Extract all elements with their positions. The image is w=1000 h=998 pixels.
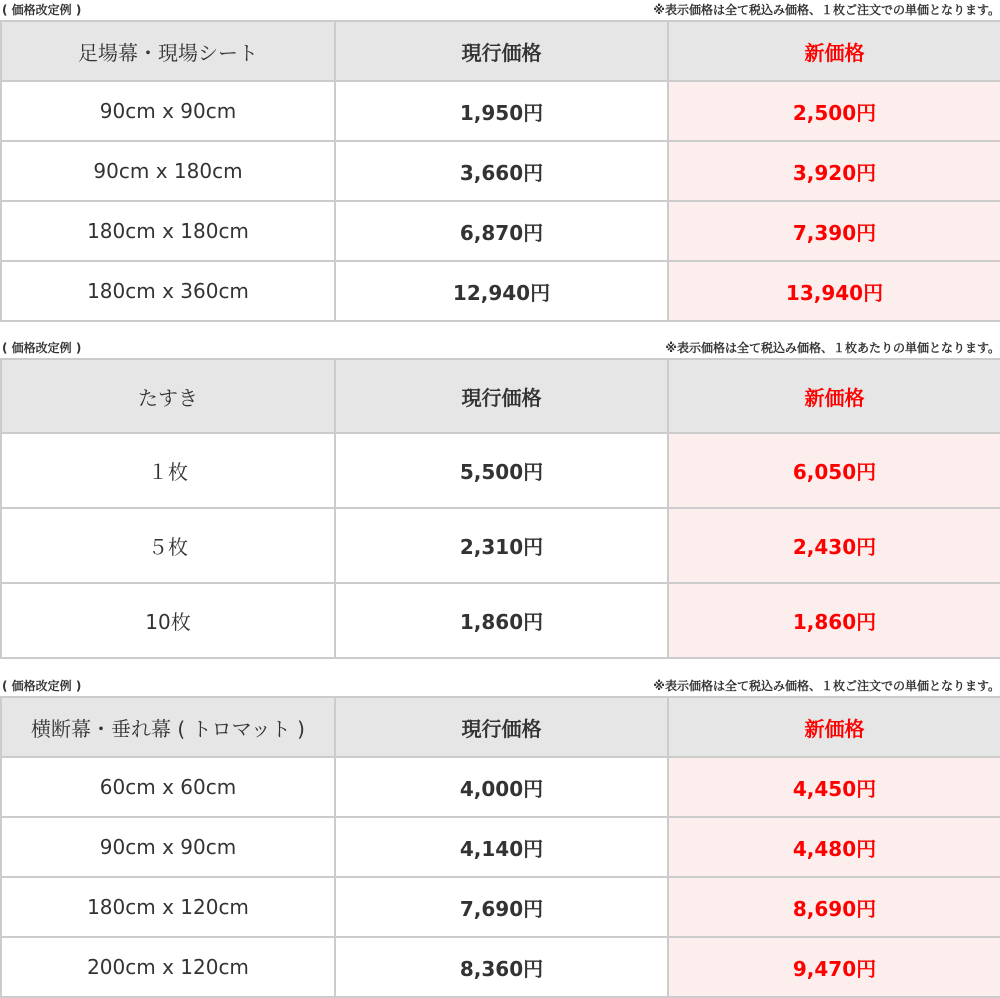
caption-left: ( 価格改定例 ) <box>2 341 82 355</box>
table-row <box>1 877 1000 937</box>
row-current-price: 2,310円 <box>335 508 668 583</box>
table-row <box>1 433 1000 508</box>
price-table <box>0 20 1000 322</box>
header-label: 足場幕・現場シート <box>1 21 335 81</box>
caption-row <box>0 0 1000 20</box>
header-label: たすき <box>1 359 335 433</box>
table-row <box>1 81 1000 141</box>
row-label: 10枚 <box>1 583 335 658</box>
price-table <box>0 358 1000 659</box>
caption-row <box>0 338 1000 358</box>
row-label: ５枚 <box>1 508 335 583</box>
row-current-price: 5,500円 <box>335 433 668 508</box>
table-row <box>1 201 1000 261</box>
row-label: 180cm x 360cm <box>1 261 335 321</box>
caption-right-note: ※表示価格は全て税込み価格、１枚ご注文での単価となります。 <box>653 679 1000 693</box>
row-label: 200cm x 120cm <box>1 937 335 997</box>
row-label: １枚 <box>1 433 335 508</box>
row-label: 60cm x 60cm <box>1 757 335 817</box>
price-section-banner <box>0 676 1000 998</box>
header-current-price: 現行価格 <box>335 21 668 81</box>
row-new-price: 4,480円 <box>668 817 1000 877</box>
row-current-price: 7,690円 <box>335 877 668 937</box>
row-label: 180cm x 120cm <box>1 877 335 937</box>
row-new-price: 4,450円 <box>668 757 1000 817</box>
header-label: 横断幕・垂れ幕 ( トロマット ) <box>1 697 335 757</box>
row-label: 90cm x 180cm <box>1 141 335 201</box>
header-new-price: 新価格 <box>668 21 1000 81</box>
header-new-price: 新価格 <box>668 359 1000 433</box>
table-header-row <box>1 21 1000 81</box>
table-row <box>1 937 1000 997</box>
table-row <box>1 261 1000 321</box>
row-current-price: 4,140円 <box>335 817 668 877</box>
table-header-row <box>1 359 1000 433</box>
row-label: 180cm x 180cm <box>1 201 335 261</box>
table-row <box>1 583 1000 658</box>
row-new-price: 7,390円 <box>668 201 1000 261</box>
caption-left: ( 価格改定例 ) <box>2 3 82 17</box>
row-new-price: 13,940円 <box>668 261 1000 321</box>
table-row <box>1 508 1000 583</box>
row-current-price: 6,870円 <box>335 201 668 261</box>
header-current-price: 現行価格 <box>335 359 668 433</box>
row-new-price: 9,470円 <box>668 937 1000 997</box>
header-new-price: 新価格 <box>668 697 1000 757</box>
row-new-price: 3,920円 <box>668 141 1000 201</box>
caption-row <box>0 676 1000 696</box>
table-row <box>1 817 1000 877</box>
caption-right-note: ※表示価格は全て税込み価格、１枚ご注文での単価となります。 <box>653 3 1000 17</box>
row-current-price: 12,940円 <box>335 261 668 321</box>
row-new-price: 1,860円 <box>668 583 1000 658</box>
caption-right-note: ※表示価格は全て税込み価格、１枚あたりの単価となります。 <box>665 341 1000 355</box>
row-new-price: 2,500円 <box>668 81 1000 141</box>
row-label: 90cm x 90cm <box>1 817 335 877</box>
caption-left: ( 価格改定例 ) <box>2 679 82 693</box>
table-header-row <box>1 697 1000 757</box>
row-new-price: 8,690円 <box>668 877 1000 937</box>
price-section-sash <box>0 338 1000 659</box>
row-current-price: 3,660円 <box>335 141 668 201</box>
row-new-price: 2,430円 <box>668 508 1000 583</box>
price-table <box>0 696 1000 998</box>
row-current-price: 1,950円 <box>335 81 668 141</box>
table-row <box>1 757 1000 817</box>
price-section-scaffold-sheet <box>0 0 1000 322</box>
header-current-price: 現行価格 <box>335 697 668 757</box>
row-current-price: 8,360円 <box>335 937 668 997</box>
table-row <box>1 141 1000 201</box>
row-new-price: 6,050円 <box>668 433 1000 508</box>
row-current-price: 1,860円 <box>335 583 668 658</box>
row-label: 90cm x 90cm <box>1 81 335 141</box>
row-current-price: 4,000円 <box>335 757 668 817</box>
